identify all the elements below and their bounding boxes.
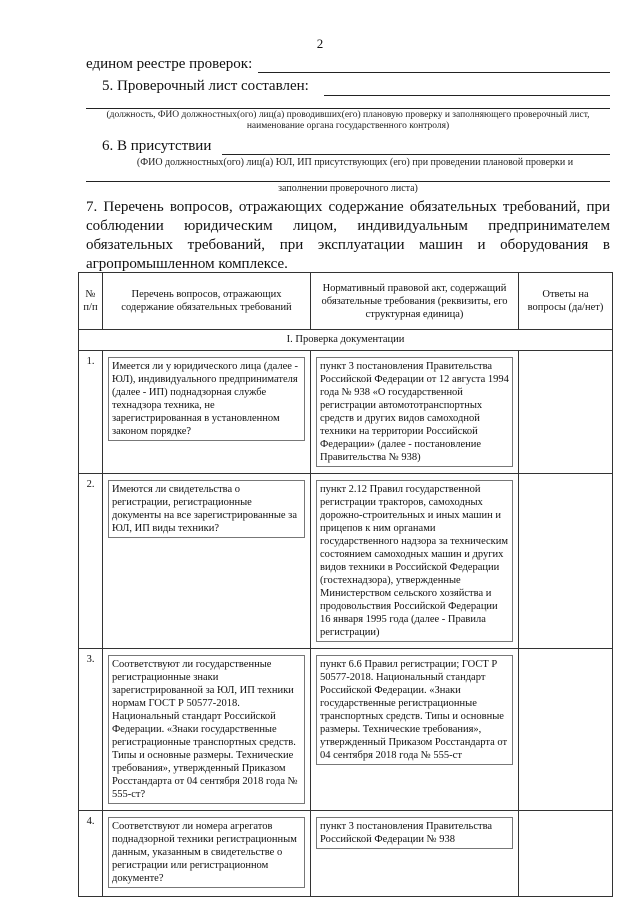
row-question: [103, 649, 311, 811]
item6-note-1: (ФИО должностных(ого) лиц(а) ЮЛ, ИП присутствующих (его) при проведении плановой проверки и: [136, 157, 574, 168]
row-answer[interactable]: [519, 351, 613, 474]
act-text: пункт 3 постановления Правительства Российской Федерации № 938: [316, 817, 513, 849]
header-act: Нормативный правовой акт, содержащий обязательные требования (реквизиты, его структурная единица): [311, 273, 519, 330]
item6-blank-line-2: [86, 181, 610, 182]
row-answer[interactable]: [519, 474, 613, 649]
item5-blank-line: [324, 95, 610, 96]
table-row: [79, 649, 613, 811]
table-row: [79, 351, 613, 474]
registry-line: едином реестре проверок:: [86, 56, 253, 72]
row-act: [311, 811, 519, 897]
row-number: 2.: [79, 474, 103, 649]
question-text: Имеется ли у юридического лица (далее - ЮЛ), индивидуального предпринимателя (далее - ИП) поднадзорная службе технадзора техника, не зарегистрированная в установленном законом порядке?: [108, 357, 305, 441]
checklist-table: [78, 272, 613, 897]
item6-label: 6. В присутствии: [102, 138, 212, 154]
question-text: Соответствуют ли государственные регистрационные знаки зарегистрированной за ЮЛ, ИП техники нормам ГОСТ Р 50577-2018. Национальный стандарт Российской Федерации. «Знаки государственные регистрационные транспортных средств. Типы и основные размеры. Технические требования», утвержденный Приказом Росстандарта от 04 сентября 2018 года № 555-ст?: [108, 655, 305, 804]
item7-text: 7. Перечень вопросов, отражающих содержание обязательных требований, при соблюдении юридическим лицом, индивидуальным предпринимателем обязательных требований, при эксплуатации машин и оборудования в агропромышленном комплексе.: [86, 199, 610, 272]
table-row: [79, 474, 613, 649]
item7-paragraph: [86, 198, 610, 274]
item5-note: (должность, ФИО должностных(ого) лиц(а) проводивших(его) плановую проверку и заполняющего проверочный лист, наименование органа государственного контроля): [106, 110, 590, 131]
item5-blank-line-2: [86, 108, 610, 109]
item6-note-2: заполнении проверочного листа): [278, 183, 418, 194]
table-header-row: [79, 273, 613, 330]
row-answer[interactable]: [519, 649, 613, 811]
row-answer[interactable]: [519, 811, 613, 897]
act-text: пункт 3 постановления Правительства Российской Федерации от 12 августа 1994 года № 938 «О государственной регистрации автомототранспортных средств и других видов самоходной техники на территории Российской Федерации» (далее - постановление Правительства № 938): [316, 357, 513, 467]
row-number: 4.: [79, 811, 103, 897]
row-number: 3.: [79, 649, 103, 811]
question-text: Имеются ли свидетельства о регистрации, регистрационные документы на все зарегистрированные за ЮЛ, ИП виды техники?: [108, 480, 305, 538]
row-question: [103, 474, 311, 649]
row-act: [311, 649, 519, 811]
header-question: Перечень вопросов, отражающих содержание обязательных требований: [103, 273, 311, 330]
header-answer: Ответы на вопросы (да/нет): [519, 273, 613, 330]
section-title: I. Проверка документации: [79, 330, 613, 351]
page-number: 2: [316, 36, 324, 51]
act-text: пункт 6.6 Правил регистрации; ГОСТ Р 50577-2018. Национальный стандарт Российской Федерации. «Знаки государственные регистрационные транспортных средств. Типы и основные размеры. Технические требования», утвержденный Приказом Росстандарта от 04 сентября 2018 года № 555-ст: [316, 655, 513, 765]
section-row: [79, 330, 613, 351]
row-act: [311, 351, 519, 474]
item5-label: 5. Проверочный лист составлен:: [102, 78, 309, 94]
row-act: [311, 474, 519, 649]
row-number: 1.: [79, 351, 103, 474]
header-number: № п/п: [79, 273, 103, 330]
row-question: [103, 351, 311, 474]
registry-blank-line: [258, 72, 610, 73]
question-text: Соответствуют ли номера агрегатов поднадзорной техники регистрационным данным, указанным в свидетельстве о регистрации или регистрационном документе?: [108, 817, 305, 888]
table-row: [79, 811, 613, 897]
act-text: пункт 2.12 Правил государственной регистрации тракторов, самоходных дорожно-строительных и иных машин и прицепов к ним органами государственного надзора за техническим состоянием самоходных машин и других видов техники в Российской Федерации (гостехнадзора), утвержденные Министерством сельского хозяйства и продовольствия Российской Федерации 16 января 1995 года (далее - Правила регистрации): [316, 480, 513, 642]
row-question: [103, 811, 311, 897]
item6-blank-line: [222, 154, 610, 155]
